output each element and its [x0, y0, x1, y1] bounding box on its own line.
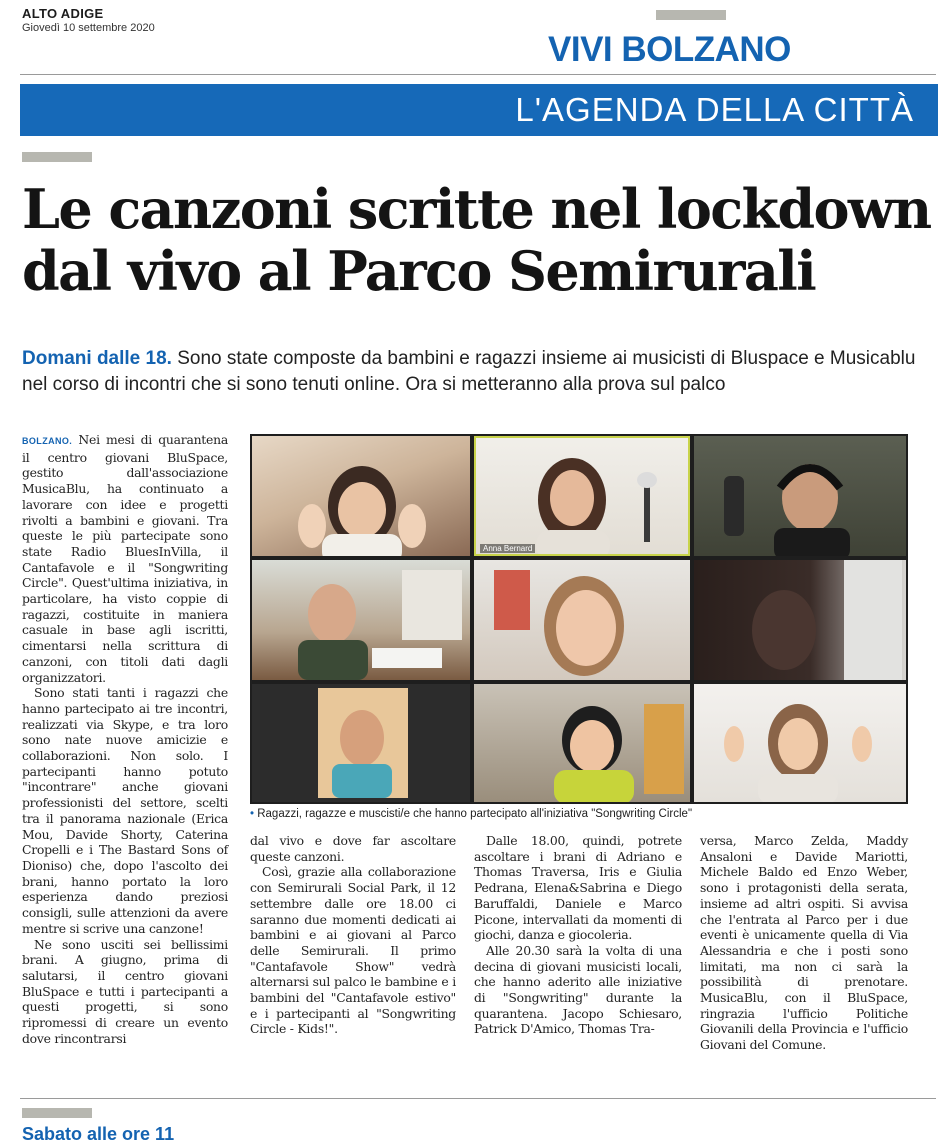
bottom-divider	[20, 1098, 936, 1099]
participant-figure	[474, 684, 690, 802]
video-call-photo	[250, 434, 908, 804]
subhead-text: Sono state composte da bambini e ragazzi insieme ai musicisti di Bluspace e Musicablu nel corso di incontri che si sono tenuti online. Ora si metteranno alla prova sul palco	[22, 348, 916, 395]
article-column-4	[700, 833, 908, 1053]
agenda-band-title: L'AGENDA DELLA CITTÀ	[515, 91, 914, 128]
participant-figure	[252, 560, 470, 680]
article-tab-marker	[22, 152, 92, 162]
column-3-paragraph-1: Dalle 18.00, quindi, potrete ascoltare i brani di Adriano e Thomas Traversa, Iris e Giulia Pedrana, Elena&Sabrina e Diego Baruffaldi, Daniele e Marco Picone, intervallati da momenti di giochi, danza e giocoleria.	[474, 833, 682, 943]
participant-tile-3	[694, 436, 906, 556]
column-1-paragraph-3: Ne sono usciti sei bellissimi brani. A giugno, prima di salutarsi, il centro giovani BluSpace e tutti i partecipanti a questi progetti, si sono ripromessi di creare un evento dove rincontrarsi	[22, 936, 228, 1046]
publication-name: ALTO ADIGE	[22, 6, 104, 21]
article-headline	[22, 178, 932, 302]
caption-text: Ragazzi, ragazze e muscisti/e che hanno partecipato all'iniziativa "Songwriting Circle"	[257, 808, 693, 820]
masthead-divider	[20, 74, 936, 75]
participant-tile-2	[474, 436, 690, 556]
section-title: VIVI BOLZANO	[548, 30, 791, 69]
caption-bullet: •	[250, 808, 255, 820]
participant-figure	[694, 436, 906, 556]
participant-figure	[694, 684, 906, 802]
subhead-lead: Domani dalle 18.	[22, 348, 172, 369]
column-1-paragraph-2: Sono stati tanti i ragazzi che hanno partecipato ai tre incontri, realizzati via Skype, e tra loro sono nate nuove amicizie e collaborazioni. Non solo. I partecipanti hanno potuto "incontrare" anche giovani professionisti del settore, scelti tra il panorama nazionale (Erica Mou, Davide Shorty, Caterina Cropelli e i The Bastard Sons of Dioniso) che, dopo l'ascolto dei brani, hanno portato la loro esperienza dando preziosi consigli, sulle attenzioni da avere mentre si scrive una canzone!	[22, 685, 228, 936]
participant-figure	[474, 560, 690, 680]
agenda-band	[20, 84, 938, 136]
participant-tile-7	[252, 684, 470, 802]
column-1-paragraph-1	[22, 432, 228, 685]
participant-figure	[252, 684, 470, 802]
participant-figure	[694, 560, 906, 680]
column-2-paragraph-1: dal vivo e dove far ascoltare queste canzoni.	[250, 833, 456, 864]
article-column-2	[250, 833, 456, 1037]
participant-tile-8	[474, 684, 690, 802]
participant-tile-6	[694, 560, 906, 680]
participant-figure	[474, 436, 690, 556]
column-4-paragraph-1: versa, Marco Zelda, Maddy Ansaloni e Davide Mariotti, Michele Baldo ed Enzo Weber, sono i protagonisti della serata, insieme ad altri ospiti. Si avvisa che l'entrata al Parco per i due eventi è unicamente quella di Via Alessandria e che i posti sono limitati, ma non ci sarà la possibilità di prenotare. MusicaBlu, con il BluSpace, ringrazia l'ufficio Politiche Giovanili della Provincia e l'ufficio Giovani del Comune.	[700, 833, 908, 1053]
participant-tile-5	[474, 560, 690, 680]
column-2-paragraph-2: Così, grazie alla collaborazione con Semirurali Social Park, il 12 settembre dalle ore 18.00 ci saranno due momenti dedicati ai bambini e ai giovani al Parco delle Semirurali. Il primo "Cantafavole Show" vedrà alternarsi sul palco le bambine e i bambini del "Cantafavole estivo" e i partecipanti al "Songwriting Circle - Kids!".	[250, 864, 456, 1037]
article-column-1	[22, 432, 228, 1046]
article-subhead	[22, 346, 922, 398]
column-3-paragraph-2: Alle 20.30 sarà la volta di una decina di giovani musicisti locali, che hanno aderito alle iniziative di "Songwriting" durante la quarantena. Jacopo Schiesaro, Patrick D'Amico, Thomas Tra-	[474, 942, 682, 1037]
article-column-3	[474, 833, 682, 1037]
next-article-tab-marker	[22, 1108, 92, 1118]
publication-date: Giovedì 10 settembre 2020	[22, 22, 155, 34]
next-article-headline: Sabato alle ore 11	[22, 1124, 175, 1144]
photo-caption	[250, 808, 910, 820]
dateline: BOLZANO.	[22, 436, 73, 446]
participant-name-label: Anna Bernard	[480, 544, 535, 553]
section-tab-marker	[656, 10, 726, 20]
headline-line-1: Le canzoni scritte nel lockdown	[22, 177, 931, 241]
participant-tile-9	[694, 684, 906, 802]
participant-figure	[252, 436, 470, 556]
headline-line-2: dal vivo al Parco Semirurali	[22, 239, 816, 303]
column-1-paragraph-1-text: Nei mesi di quarantena il centro giovani BluSpace, gestito dall'associazione MusicaBlu, ha continuato a lavorare con idee e progetti rivolti a bambini e giovani. Tra queste le più partecipate sono state Radio BluesInVilla, il Cantafavole e il "Songwriting Circle". Quest'ultima iniziativa, in particolare, ha visto coppie di ragazzi, costituite in maniera casuale in base agli iscritti, cimentarsi nella scrittura di canzoni, con titoli dati dagli organizzatori.	[22, 432, 228, 685]
participant-tile-1	[252, 436, 470, 556]
participant-tile-4	[252, 560, 470, 680]
